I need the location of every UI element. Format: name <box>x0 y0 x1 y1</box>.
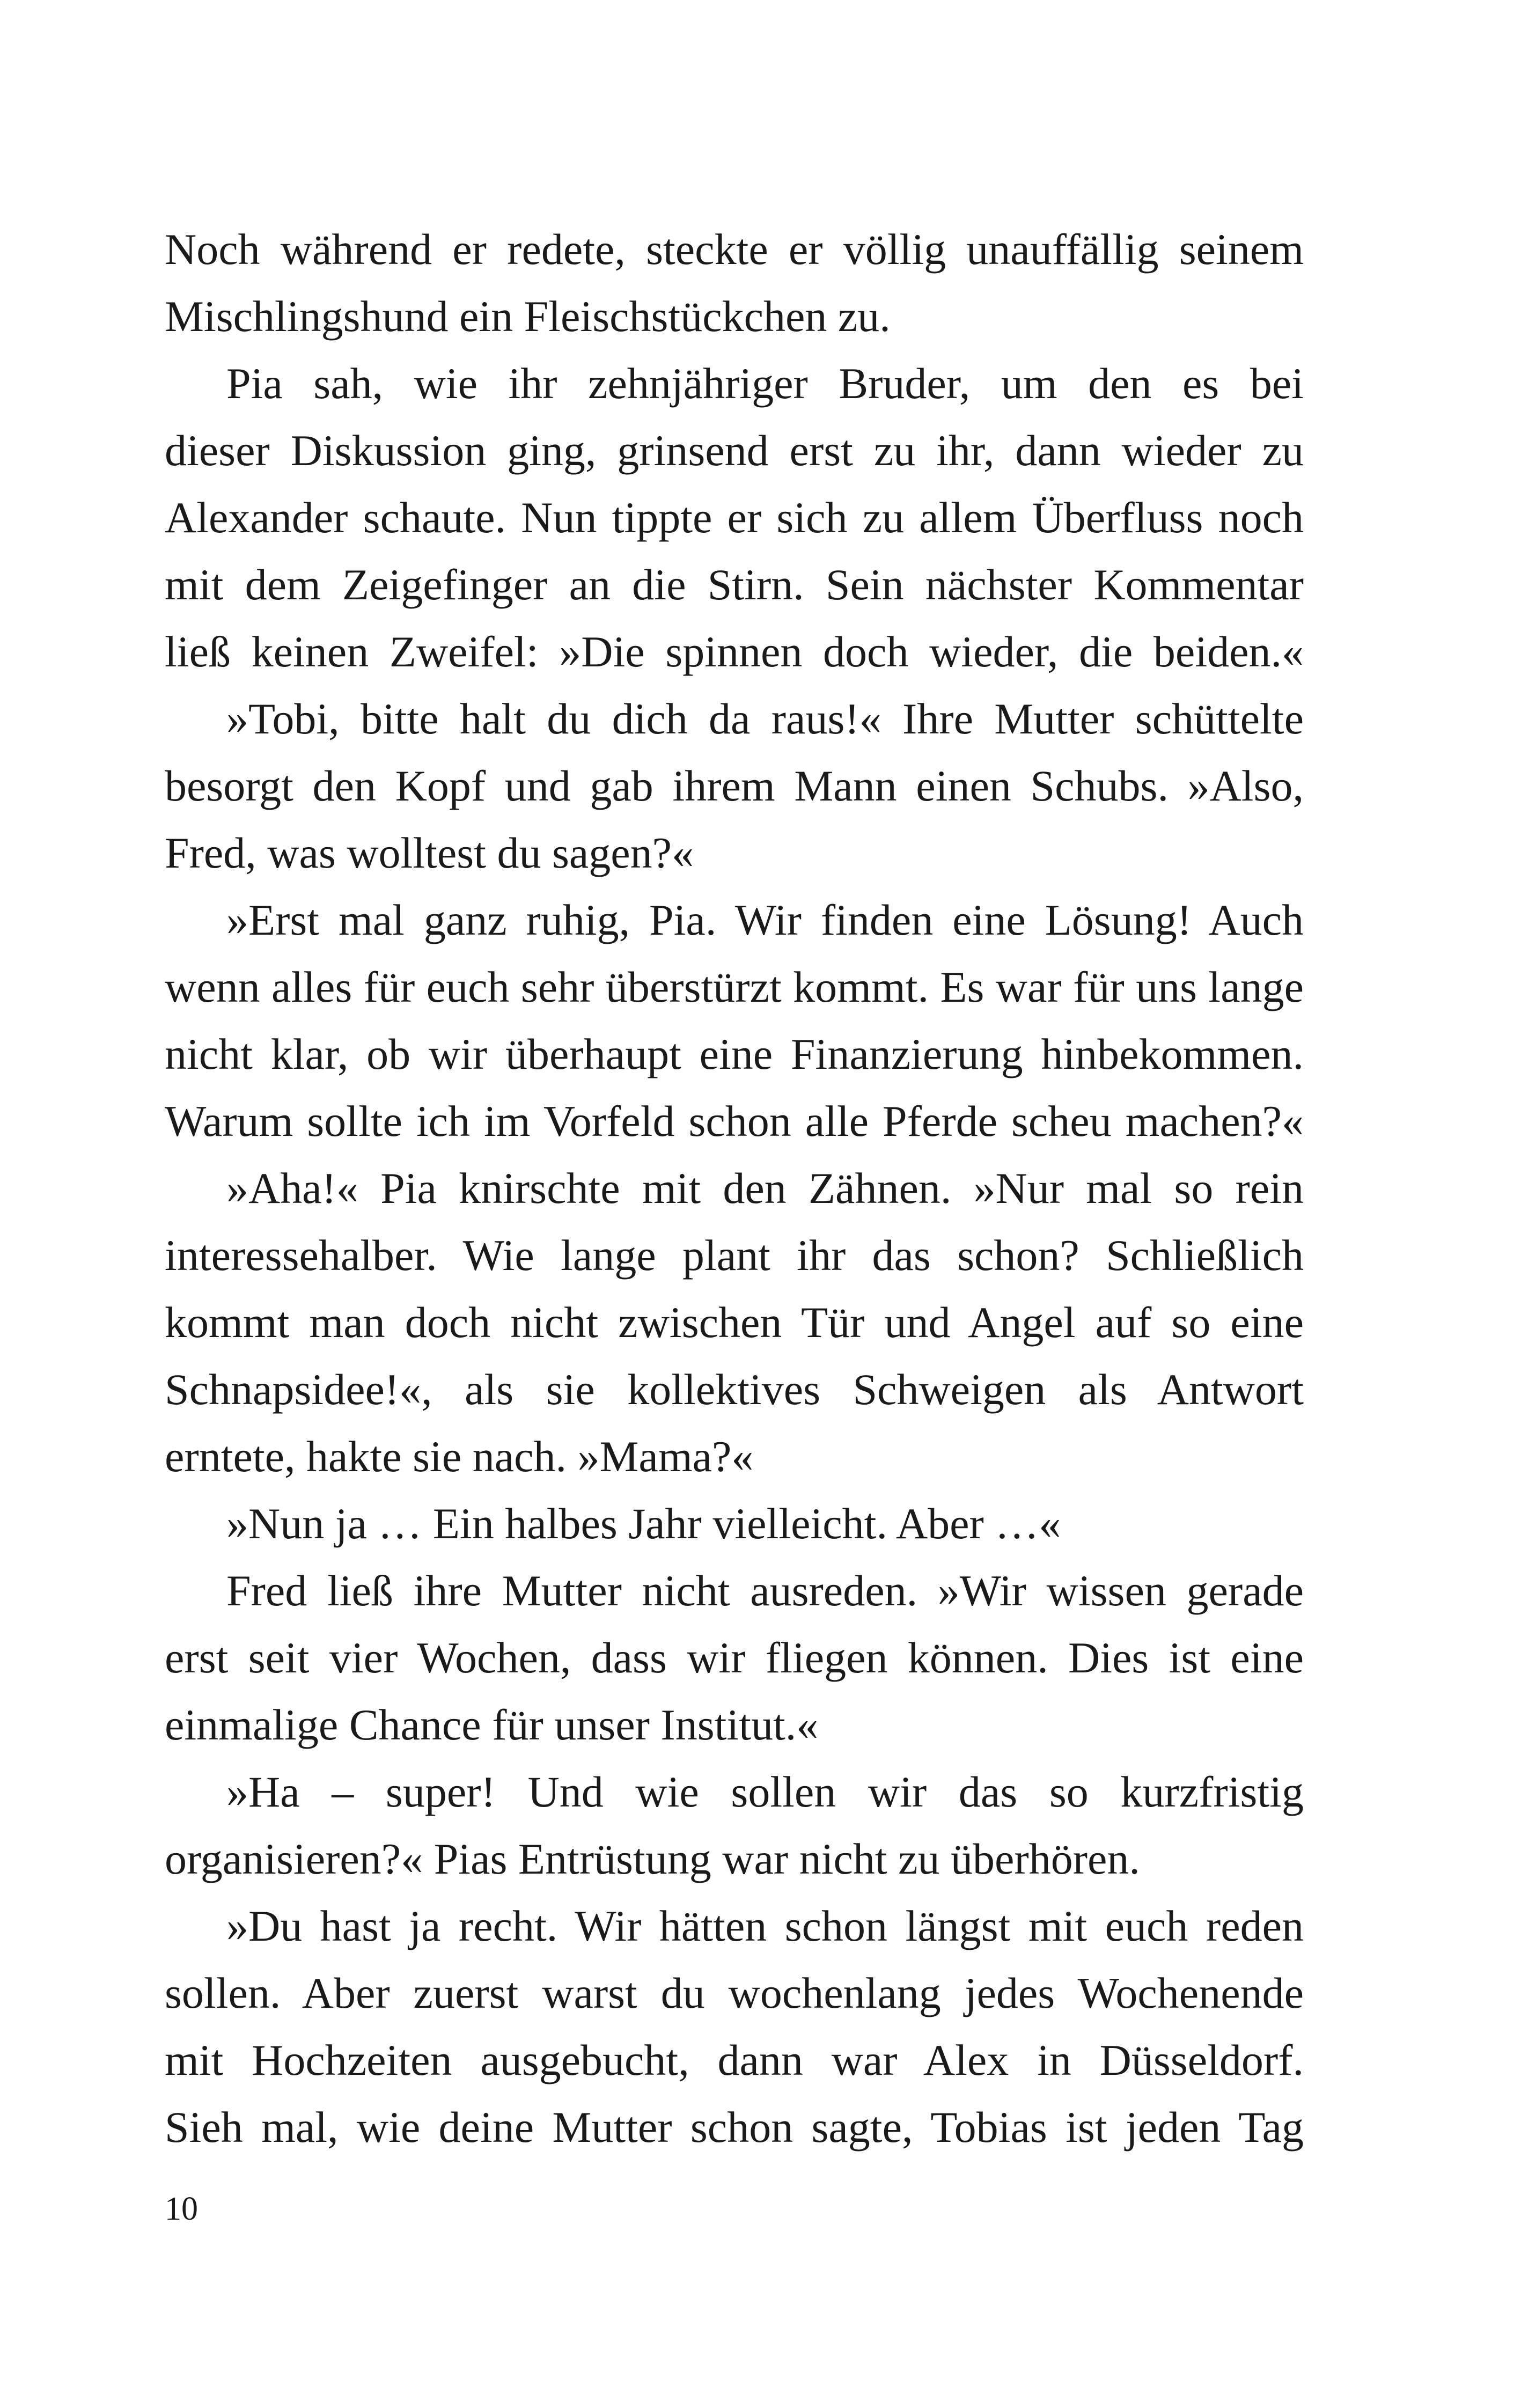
text-line: »Nun ja … Ein halbes Jahr vielleicht. Aber …« <box>226 1499 1061 1548</box>
text-line: sollen. Aber zuerst warst du wochenlang jedes Wochenende <box>165 1969 1304 2017</box>
text-line: besorgt den Kopf und gab ihrem Mann einen Schubs. »Also, <box>165 761 1304 810</box>
text-line: »Erst mal ganz ruhig, Pia. Wir finden eine Lösung! Auch <box>226 895 1304 944</box>
body-text <box>165 216 1304 2161</box>
text-line: »Du hast ja recht. Wir hätten schon längst mit euch reden <box>226 1902 1304 1950</box>
text-line: »Tobi, bitte halt du dich da raus!« Ihre Mutter schüttelte <box>226 694 1304 743</box>
text-line: Pia sah, wie ihr zehnjähriger Bruder, um den es bei <box>226 359 1304 408</box>
text-line: Warum sollte ich im Vorfeld schon alle Pferde scheu machen?« <box>165 1097 1304 1146</box>
text-line: erst seit vier Wochen, dass wir fliegen können. Dies ist eine <box>165 1633 1304 1682</box>
text-line: Fred ließ ihre Mutter nicht ausreden. »Wir wissen gerade <box>226 1566 1304 1615</box>
page-number: 10 <box>165 2191 198 2227</box>
text-line: kommt man doch nicht zwischen Tür und Angel auf so eine <box>165 1298 1304 1347</box>
text-line: interessehalber. Wie lange plant ihr das schon? Schließlich <box>165 1231 1304 1280</box>
text-line: einmalige Chance für unser Institut.« <box>165 1700 819 1749</box>
text-line: ließ keinen Zweifel: »Die spinnen doch wieder, die beiden.« <box>165 627 1304 676</box>
text-line: Noch während er redete, steckte er völlig unauffällig seinem <box>165 225 1304 274</box>
text-line: Alexander schaute. Nun tippte er sich zu allem Überfluss noch <box>165 493 1304 542</box>
text-line: mit dem Zeigefinger an die Stirn. Sein nächster Kommentar <box>165 560 1304 609</box>
text-line: Mischlingshund ein Fleischstückchen zu. <box>165 292 891 341</box>
text-line: Fred, was wolltest du sagen?« <box>165 828 694 877</box>
text-line: Sieh mal, wie deine Mutter schon sagte, Tobias ist jeden Tag <box>165 2103 1304 2152</box>
text-line: erntete, hakte sie nach. »Mama?« <box>165 1432 754 1481</box>
text-line: mit Hochzeiten ausgebucht, dann war Alex in Düsseldorf. <box>165 2036 1304 2084</box>
text-line: wenn alles für euch sehr überstürzt kommt. Es war für uns lange <box>165 963 1304 1011</box>
text-line: dieser Diskussion ging, grinsend erst zu ihr, dann wieder zu <box>165 426 1304 475</box>
text-line: »Ha – super! Und wie sollen wir das so kurzfristig <box>226 1767 1304 1816</box>
text-line: Schnapsidee!«, als sie kollektives Schweigen als Antwort <box>165 1365 1304 1414</box>
text-line: organisieren?« Pias Entrüstung war nicht zu überhören. <box>165 1834 1140 1883</box>
text-line: »Aha!« Pia knirschte mit den Zähnen. »Nur mal so rein <box>226 1164 1304 1213</box>
text-line: nicht klar, ob wir überhaupt eine Finanzierung hinbekommen. <box>165 1030 1304 1078</box>
